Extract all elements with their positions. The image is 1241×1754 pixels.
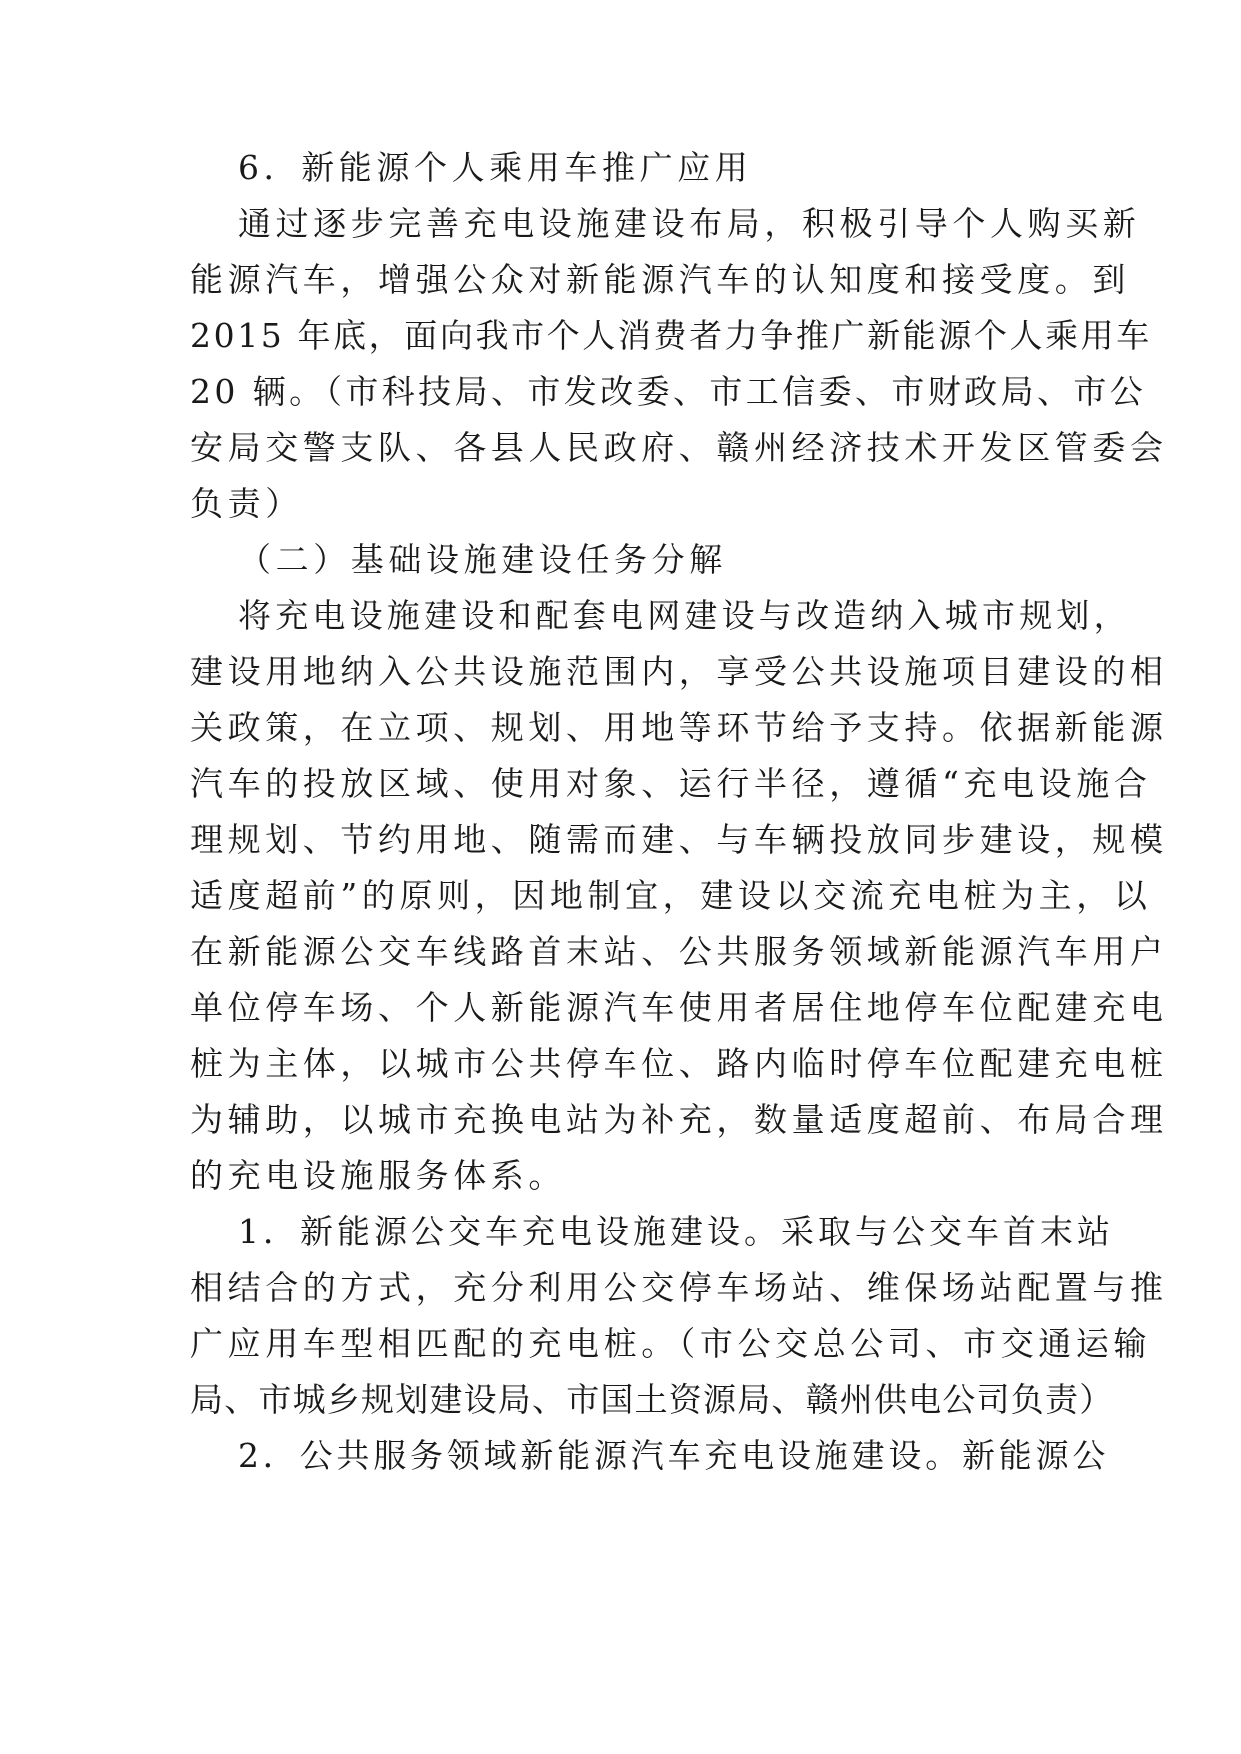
paragraph-line: 汽车的投放区域、使用对象、运行半径，遵循“充电设施合 <box>190 764 1152 803</box>
paragraph-line: 为辅助，以城市充换电站为补充，数量适度超前、布局合理 <box>190 1100 1168 1139</box>
paragraph-line: 将充电设施建设和配套电网建设与改造纳入城市规划， <box>238 596 1131 635</box>
paragraph-line: 20 辆。（市科技局、市发改委、市工信委、市财政局、市公 <box>190 372 1147 411</box>
paragraph-line: 理规划、节约用地、随需而建、与车辆投放同步建设，规模 <box>190 820 1168 859</box>
paragraph-line: 的充电设施服务体系。 <box>190 1156 566 1195</box>
paragraph-line: 桩为主体，以城市公共停车位、路内临时停车位配建充电桩 <box>190 1044 1168 1083</box>
section-heading: （二）基础设施建设任务分解 <box>238 540 727 579</box>
paragraph-line: 相结合的方式，充分利用公交停车场站、维保场站配置与推 <box>190 1268 1168 1307</box>
paragraph-line: 适度超前”的原则，因地制宜，建设以交流充电桩为主，以 <box>190 876 1152 915</box>
paragraph-line: 1．新能源公交车充电设施建设。采取与公交车首末站 <box>238 1212 1114 1251</box>
paragraph-line: 在新能源公交车线路首末站、公共服务领域新能源汽车用户 <box>190 932 1168 971</box>
paragraph-line: 负责） <box>190 484 303 523</box>
paragraph-line: 安局交警支队、各县人民政府、赣州经济技术开发区管委会 <box>190 428 1168 467</box>
paragraph-line: 关政策，在立项、规划、用地等环节给予支持。依据新能源 <box>190 708 1168 747</box>
paragraph-line: 单位停车场、个人新能源汽车使用者居住地停车位配建充电 <box>190 988 1168 1027</box>
paragraph-line: 广应用车型相匹配的充电桩。（市公交总公司、市交通运输 <box>190 1324 1152 1363</box>
subheading-6: 6．新能源个人乘用车推广应用 <box>238 148 753 187</box>
paragraph-line: 建设用地纳入公共设施范围内，享受公共设施项目建设的相 <box>190 652 1168 691</box>
paragraph-line: 局、市城乡规划建设局、市国土资源局、赣州供电公司负责） <box>190 1380 1114 1419</box>
paragraph-line: 通过逐步完善充电设施建设布局，积极引导个人购买新 <box>238 204 1141 243</box>
paragraph-line: 2．公共服务领域新能源汽车充电设施建设。新能源公 <box>238 1436 1110 1475</box>
paragraph-line: 能源汽车，增强公众对新能源汽车的认知度和接受度。到 <box>190 260 1130 299</box>
paragraph-line: 2015 年底，面向我市个人消费者力争推广新能源个人乘用车 <box>190 316 1152 355</box>
